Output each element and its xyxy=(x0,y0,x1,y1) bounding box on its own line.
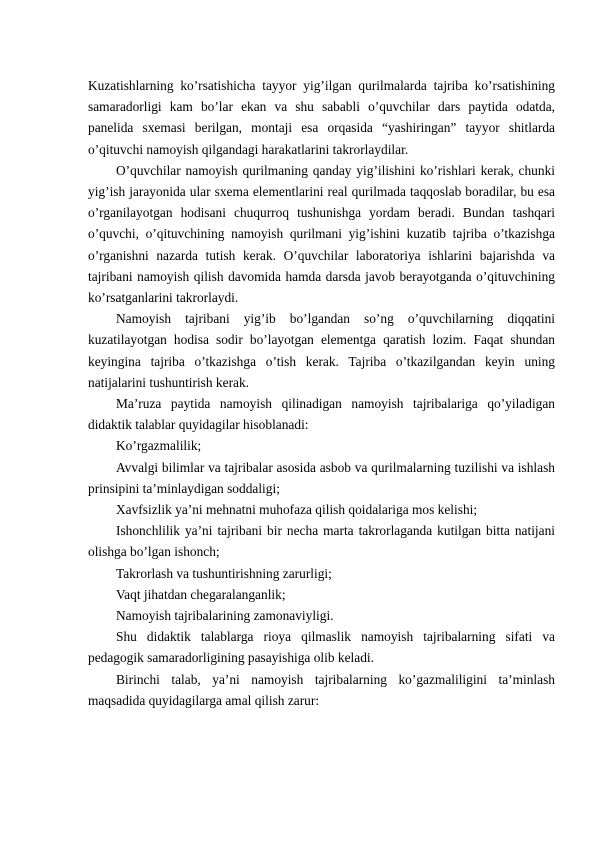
list-item: Ishonchlilik ya’ni tajribani bir necha marta takrorlaganda kutilgan bitta natijani olishga bo’lgan ishonch; xyxy=(88,523,555,560)
paragraph: Kuzatishlarning ko’rsatishicha tayyor yig’ilgan qurilmalarda tajriba ko’rsatishining samaradorligi kam bo’lar ekan va shu sababli o’quvchilar dars paytida odatda, panelida sxemasi berilgan, montaji esa orqasida “yashiringan” tayyor shitlarda o’qituvchi namoyish qilgandagi harakatlarini takrorlaydilar. xyxy=(88,78,555,157)
list-item: Ko’rgazmalilik; xyxy=(116,438,202,454)
paragraph: O’quvchilar namoyish qurilmaning qanday yig’ilishini ko’rishlari kerak, chunki yig’ish jarayonida ular sxema elementlarini real qurilmada taqqoslab boradilar, bu esa o’rganilayotgan hodisani chuqurroq tushunishga yordam beradi. Bundan tashqari o’quvchi, o’qituvchining namoyish qurilmani yig’ishini kuzatib tajriba o’tkazishga o’rganishni nazarda tutish kerak. O’quvchilar laboratoriya ishlarini bajarishda va tajribani namoyish qilish davomida hamda darsda javob berayotganda o’qituvchining ko’rsatganlarini takrorlaydi. xyxy=(88,162,555,306)
document-body xyxy=(88,75,555,711)
list-item: Vaqt jihatdan chegaralanganlik; xyxy=(116,586,286,602)
list-item: Namoyish tajribalarining zamonaviyligi. xyxy=(116,608,334,624)
paragraph: Ma’ruza paytida namoyish qilinadigan namoyish tajribalariga qo’yiladigan didaktik talablar quyidagilar hisoblanadi: xyxy=(88,396,555,433)
paragraph: Shu didaktik talablarga rioya qilmaslik namoyish tajribalarning sifati va pedagogik samaradorligining pasayishiga olib keladi. xyxy=(88,629,555,666)
paragraph: Birinchi talab, ya’ni namoyish tajribalarning ko’gazmaliligini ta’minlash maqsadida quyidagilarga amal qilish zarur: xyxy=(88,671,555,708)
paragraph: Namoyish tajribani yig’ib bo’lgandan so’ng o’quvchilarning diqqatini kuzatilayotgan hodisa sodir bo’layotgan elementga qaratish lozim. Faqat shundan keyingina tajriba o’tkazishga o’tish kerak. Tajriba o’tkazilgandan keyin uning natijalarini tushuntirish kerak. xyxy=(88,311,555,390)
list-item: Takrorlash va tushuntirishning zarurligi; xyxy=(116,565,332,581)
list-item: Avvalgi bilimlar va tajribalar asosida asbob va qurilmalarning tuzilishi va ishlash prinsipini ta’minlaydigan soddaligi; xyxy=(88,459,555,496)
list-item: Xavfsizlik ya’ni mehnatni muhofaza qilish qoidalariga mos kelishi; xyxy=(116,502,478,518)
